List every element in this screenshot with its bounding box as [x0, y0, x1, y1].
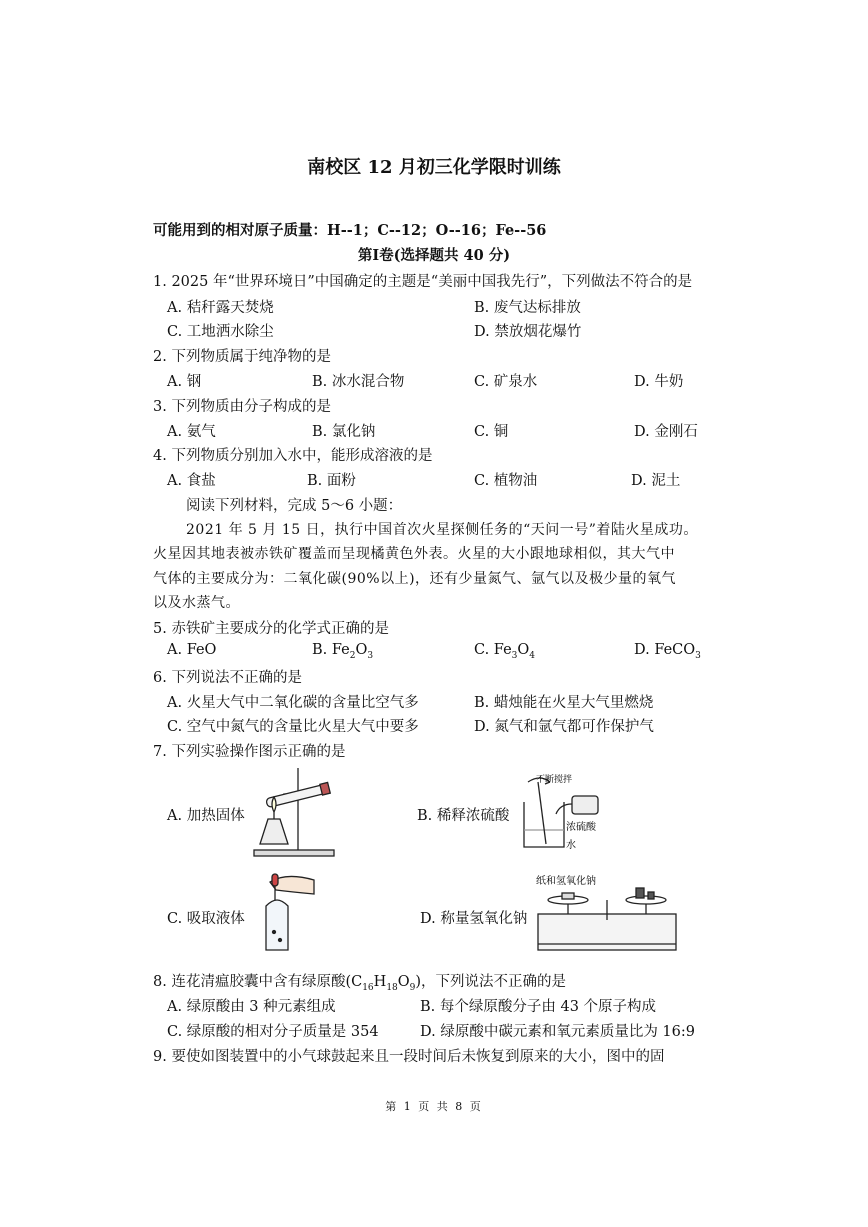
section-heading: 第Ⅰ卷(选择题共 40 分) [357, 247, 511, 264]
question-1-option-b: B. 废气达标排放 [474, 300, 581, 316]
question-7-option-d: D. 称量氢氧化钠 [420, 911, 528, 927]
question-3-option-b: B. 氯化钠 [312, 424, 376, 440]
question-2-option-d: D. 牛奶 [634, 374, 684, 390]
question-5-option-a: A. FeO [167, 642, 217, 658]
question-7-option-a: A. 加热固体 [167, 808, 245, 824]
question-8-option-a: A. 绿原酸由 3 种元素组成 [167, 999, 336, 1015]
question-2-option-c: C. 矿泉水 [474, 374, 538, 390]
question-3-stem: 3. 下列物质由分子构成的是 [153, 399, 331, 415]
figure-b-label-water: 水 [566, 840, 576, 851]
question-4-stem: 4. 下列物质分别加入水中，能形成溶液的是 [153, 448, 433, 464]
figure-dilute-acid [516, 772, 626, 854]
question-6-option-b: B. 蜡烛能在火星大气里燃烧 [474, 695, 654, 711]
question-5-option-c: C. $Fe_3O_4$ [474, 642, 536, 661]
question-6-option-d: D. 氮气和氩气都可作保护气 [474, 719, 654, 735]
question-5-option-b: B. $Fe_2O_3$ [312, 642, 374, 661]
question-2-option-a: A. 钢 [167, 374, 202, 390]
question-6-option-a: A. 火星大气中二氧化碳的含量比空气多 [167, 695, 419, 711]
question-2-option-b: B. 冰水混合物 [312, 374, 405, 390]
question-1-option-a: A. 秸秆露天焚烧 [167, 300, 274, 316]
question-6-option-c: C. 空气中氮气的含量比火星大气中要多 [167, 719, 419, 735]
question-3-option-c: C. 铜 [474, 424, 509, 440]
material-line-3: 气体的主要成分为：二氧化碳(90%以上)，还有少量氮气、氩气以及极少量的氧气 [153, 571, 677, 587]
figure-b-label-acid: 浓硫酸 [566, 822, 596, 833]
question-8-option-b: B. 每个绿原酸分子由 43 个原子构成 [420, 999, 657, 1015]
question-9-stem: 9. 要使如图装置中的小气球鼓起来且一段时间后未恢复到原来的大小，图中的固 [153, 1049, 665, 1065]
figure-balance [528, 874, 688, 956]
question-7-stem: 7. 下列实验操作图示正确的是 [153, 744, 346, 760]
question-3-option-d: D. 金刚石 [634, 424, 698, 440]
question-3-option-a: A. 氨气 [167, 424, 216, 440]
page-title: 南校区 12 月初三化学限时训练 [307, 157, 561, 178]
question-1-option-d: D. 禁放烟花爆竹 [474, 324, 582, 340]
atomic-mass-note: 可能用到的相对原子质量：H--1；C--12；O--16；Fe--56 [153, 222, 547, 239]
figure-d-label: 纸和氢氧化钠 [536, 876, 596, 887]
question-4-option-c: C. 植物油 [474, 473, 538, 489]
figure-heating-solid [248, 764, 340, 860]
question-4-option-d: D. 泥土 [631, 473, 681, 489]
material-line-4: 以及水蒸气。 [153, 595, 240, 611]
question-7-option-b: B. 稀释浓硫酸 [417, 808, 510, 824]
question-6-stem: 6. 下列说法不正确的是 [153, 670, 302, 686]
question-4-option-a: A. 食盐 [167, 473, 216, 489]
question-2-stem: 2. 下列物质属于纯净物的是 [153, 349, 331, 365]
question-8-option-c: C. 绿原酸的相对分子质量是 354 [167, 1024, 379, 1040]
material-intro: 阅读下列材料，完成 5～6 小题： [186, 498, 403, 514]
question-4-option-b: B. 面粉 [307, 473, 356, 489]
material-line-2: 火星因其地表被赤铁矿覆盖而呈现橘黄色外表。火星的大小跟地球相似，其大气中 [153, 546, 675, 562]
question-8-option-d: D. 绿原酸中碳元素和氧元素质量比为 16:9 [420, 1024, 695, 1040]
figure-b-label-stir: 不断搅拌 [536, 775, 573, 785]
question-1-option-c: C. 工地洒水除尘 [167, 324, 274, 340]
page-footer: 第 1 页 共 8 页 [385, 1100, 483, 1113]
figure-dropper [252, 870, 322, 956]
question-8-stem: 8. 连花清瘟胶囊中含有绿原酸$(C_{16}H_{18}O_9)$，下列说法不正确的是 [153, 974, 567, 993]
question-7-option-c: C. 吸取液体 [167, 911, 245, 927]
question-5-option-d: D. FeCO$_3$ [634, 642, 701, 661]
question-5-stem: 5. 赤铁矿主要成分的化学式正确的是 [153, 621, 389, 637]
material-line-1: 2021 年 5 月 15 日，执行中国首次火星探侧任务的“天问一号”着陆火星成功。 [186, 522, 698, 538]
question-1-stem: 1. 2025 年“世界环境日”中国确定的主题是“美丽中国我先行”，下列做法不符合的是 [153, 274, 693, 290]
